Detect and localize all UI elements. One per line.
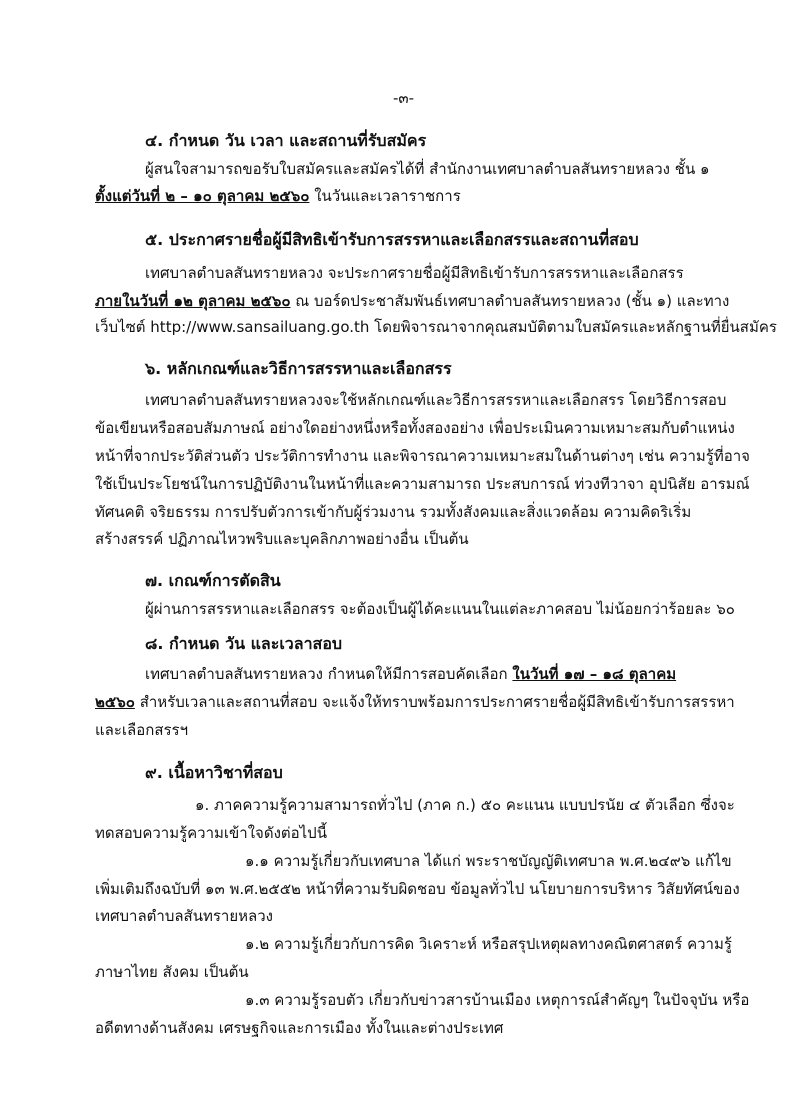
section-5-line-2 (95, 291, 729, 311)
section-9-line-3: ๑.๑ ความรู้เกี่ยวกับเทศบาล ได้แก่ พระราชบัญญัติเทศบาล พ.ศ.๒๔๙๖ แก้ไข (245, 852, 732, 870)
section-4-line-2-rest: ในวันและเวลาราชการ (309, 187, 461, 205)
section-5-line-2-rest: ณ บอร์ดประชาสัมพันธ์เทศบาลตำบลสันทรายหลวง (ชั้น ๑) และทาง (290, 292, 730, 310)
section-9-line-5: เทศบาลตำบลสันทรายหลวง (95, 907, 273, 925)
section-8-line-2 (95, 692, 735, 712)
section-7-line-1: ผู้ผ่านการสรรหาและเลือกสรร จะต้องเป็นผู้ได้คะแนนในแต่ละภาคสอบ ไม่น้อยกว่าร้อยละ ๖๐ (145, 600, 735, 618)
section-9-line-6: ๑.๒ ความรู้เกี่ยวกับการคิด วิเคราะห์ หรือสรุปเหตุผลทางคณิตศาสตร์ ความรู้ (245, 935, 732, 953)
section-6-heading: ๖. หลักเกณฑ์และวิธีการสรรหาและเลือกสรร (145, 359, 452, 378)
section-9-line-2: ทดสอบความรู้ความเข้าใจดังต่อไปนี้ (95, 824, 327, 842)
section-9-line-7: ภาษาไทย สังคม เป็นต้น (95, 963, 249, 981)
section-9-heading: ๙. เนื้อหาวิชาที่สอบ (145, 763, 283, 782)
section-8-heading: ๘. กำหนด วัน และเวลาสอบ (145, 634, 343, 653)
section-9-line-4: เพิ่มเติมถึงฉบับที่ ๑๓ พ.ศ.๒๕๕๒ หน้าที่ความรับผิดชอบ ข้อมูลทั่วไป นโยบายการบริหาร วิสัยทัศน์ของ (95, 880, 740, 898)
section-5-line-1: เทศบาลตำบลสันทรายหลวง จะประกาศรายชื่อผู้มีสิทธิเข้ารับการสรรหาและเลือกสรร (145, 264, 684, 282)
section-6-line-5: ทัศนคติ จริยธรรม การปรับตัวการเข้ากับผู้ร่วมงาน รวมทั้งสังคมและสิ่งแวดล้อม ความคิดริเริ่ม (95, 503, 692, 521)
section-5-line-3: เว็บไซต์ http://www.sansailuang.go.th โดยพิจารณาจากคุณสมบัติตามใบสมัครและหลักฐานที่ยื่นสมัคร (95, 318, 777, 336)
section-7-heading: ๗. เกณฑ์การตัดสิน (145, 571, 281, 590)
section-8-line-3: และเลือกสรรฯ (95, 721, 189, 739)
section-6-line-2: ข้อเขียนหรือสอบสัมภาษณ์ อย่างใดอย่างหนึ่งหรือทั้งสองอย่าง เพื่อประเมินความเหมาะสมกับตำแหน่ง (95, 419, 735, 437)
section-6-line-1: เทศบาลตำบลสันทรายหลวงจะใช้หลักเกณฑ์และวิธีการสรรหาและเลือกสรร โดยวิธีการสอบ (145, 391, 727, 409)
page-number: -๓- (393, 89, 415, 107)
exam-year: ๒๕๖๐ (95, 693, 135, 711)
section-9-line-1: ๑. ภาคความรู้ความสามารถทั่วไป (ภาค ก.) ๕๐ คะแนน แบบปรนัย ๔ ตัวเลือก ซึ่งจะ (195, 796, 735, 814)
section-9-line-9: อดีตทางด้านสังคม เศรษฐกิจและการเมือง ทั้งในและต่างประเทศ (95, 1019, 504, 1037)
section-4-line-1: ผู้สนใจสามารถขอรับใบสมัครและสมัครได้ที่ สำนักงานเทศบาลตำบลสันทรายหลวง ชั้น ๑ (145, 160, 710, 178)
section-9-line-8: ๑.๓ ความรู้รอบตัว เกี่ยวกับข่าวสารบ้านเมือง เหตุการณ์สำคัญๆ ในปัจจุบัน หรือ (245, 991, 750, 1009)
section-4-heading: ๔. กำหนด วัน เวลา และสถานที่รับสมัคร (145, 131, 427, 150)
section-8-line-1-text: เทศบาลตำบลสันทรายหลวง กำหนดให้มีการสอบคัดเลือก (145, 665, 513, 683)
section-4-line-2 (95, 186, 461, 206)
exam-date: ในวันที่ ๑๗ – ๑๘ ตุลาคม (512, 665, 677, 683)
application-date: ตั้งแต่วันที่ ๒ – ๑๐ ตุลาคม ๒๕๖๐ (95, 187, 310, 205)
section-8-line-2-rest: สำหรับเวลาและสถานที่สอบ จะแจ้งให้ทราบพร้อมการประกาศรายชื่อผู้มีสิทธิเข้ารับการสรรหา (134, 693, 735, 711)
announcement-date: ภายในวันที่ ๑๒ ตุลาคม ๒๕๖๐ (95, 292, 291, 310)
section-6-line-4: ใช้เป็นประโยชน์ในการปฏิบัติงานในหน้าที่และความสามารถ ประสบการณ์ ท่วงทีวาจา อุปนิสัย อารมณ์ (95, 475, 750, 493)
section-5-heading: ๕. ประกาศรายชื่อผู้มีสิทธิเข้ารับการสรรหาและเลือกสรรและสถานที่สอบ (145, 230, 639, 249)
section-8-line-1 (145, 664, 676, 684)
section-6-line-6: สร้างสรรค์ ปฏิภาณไหวพริบและบุคลิกภาพอย่างอื่น เป็นต้น (95, 530, 469, 548)
section-6-line-3: หน้าที่จากประวัติส่วนตัว ประวัติการทำงาน และพิจารณาความเหมาะสมในด้านต่างๆ เช่น ความรู้ที่อาจ (95, 447, 750, 465)
